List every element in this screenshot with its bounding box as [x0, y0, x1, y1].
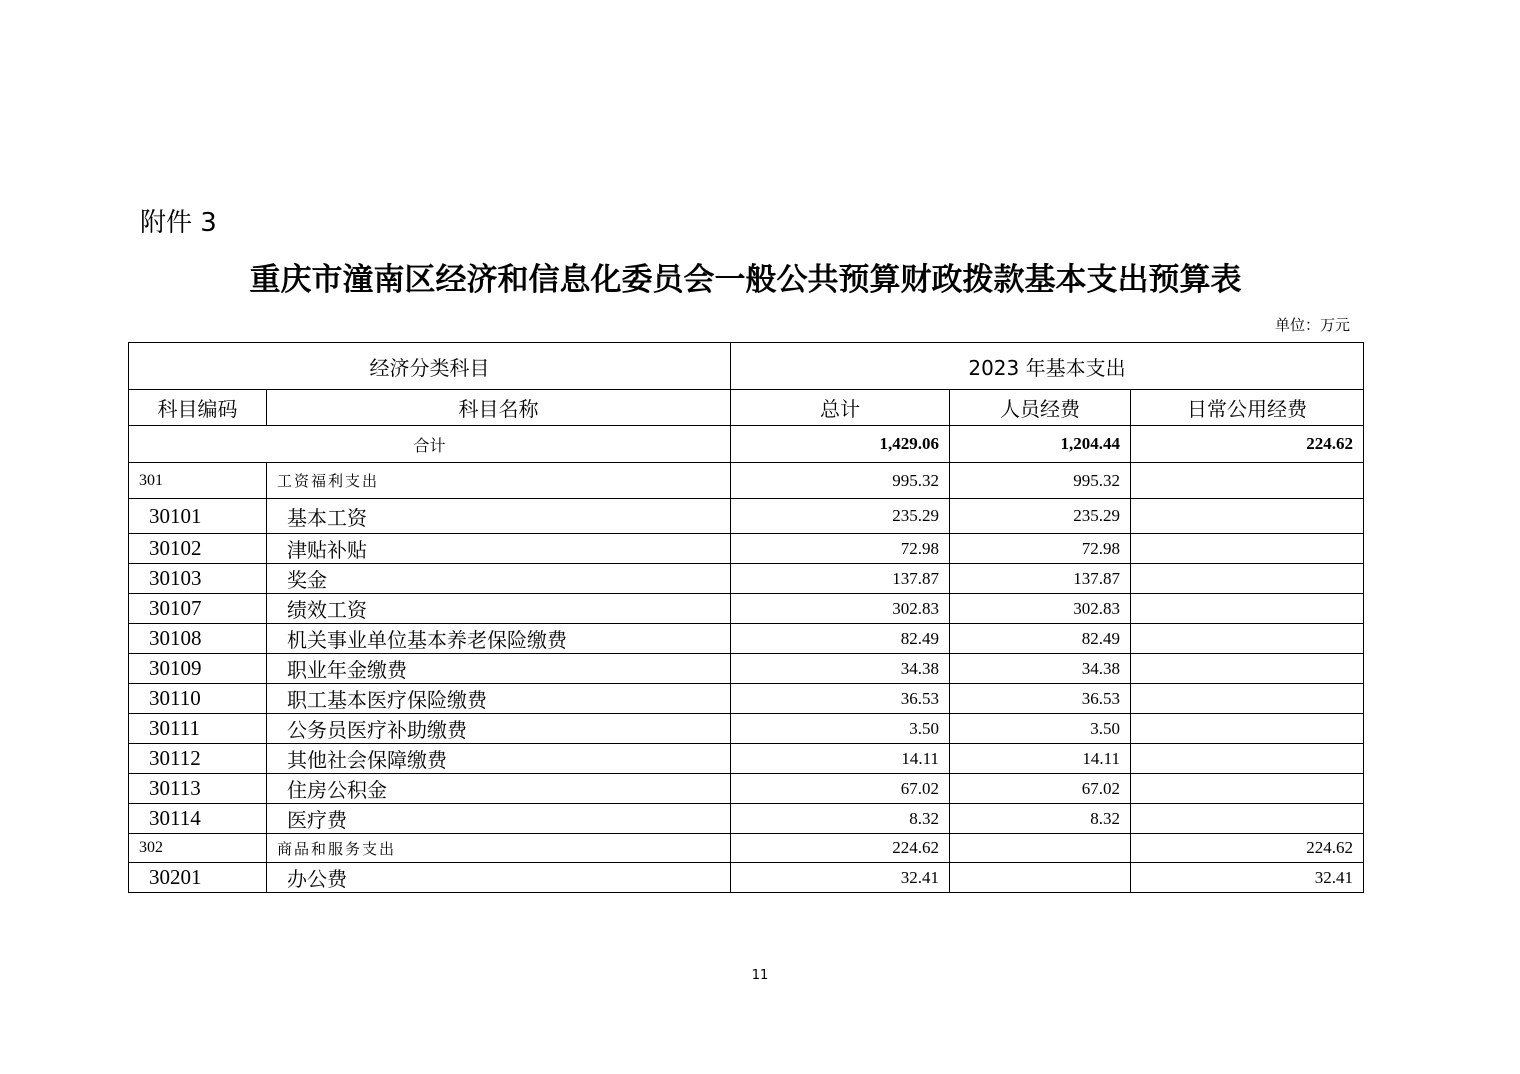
row-code: 30108 — [129, 624, 267, 654]
header-row-group — [129, 343, 1364, 390]
page-title: 重庆市潼南区经济和信息化委员会一般公共预算财政拨款基本支出预算表 — [249, 262, 1242, 298]
row-personnel: 3.50 — [950, 714, 1131, 744]
row-public — [1131, 804, 1364, 834]
row-personnel: 137.87 — [950, 564, 1131, 594]
row-personnel: 235.29 — [950, 499, 1131, 534]
row-personnel: 8.32 — [950, 804, 1131, 834]
row-public — [1131, 499, 1364, 534]
row-total: 67.02 — [731, 774, 950, 804]
row-public — [1131, 654, 1364, 684]
row-name: 职工基本医疗保险缴费 — [267, 684, 731, 714]
row-name: 基本工资 — [267, 499, 731, 534]
row-name: 医疗费 — [267, 804, 731, 834]
page-number: 11 — [751, 968, 769, 983]
header-economic-class: 经济分类科目 — [129, 343, 731, 390]
row-public: 32.41 — [1131, 863, 1364, 893]
attachment-label: 附件 3 — [140, 208, 217, 238]
row-code: 30109 — [129, 654, 267, 684]
table-row — [129, 654, 1364, 684]
row-name: 公务员医疗补助缴费 — [267, 714, 731, 744]
row-total: 137.87 — [731, 564, 950, 594]
row-public — [1131, 744, 1364, 774]
row-total: 8.32 — [731, 804, 950, 834]
table-row — [129, 534, 1364, 564]
table-row — [129, 714, 1364, 744]
row-name: 津贴补贴 — [267, 534, 731, 564]
header-code: 科目编码 — [129, 390, 267, 426]
table-row — [129, 594, 1364, 624]
totals-label: 合计 — [129, 426, 731, 463]
row-code: 30107 — [129, 594, 267, 624]
budget-table — [128, 342, 1364, 893]
row-total: 302.83 — [731, 594, 950, 624]
table-row — [129, 804, 1364, 834]
row-public — [1131, 774, 1364, 804]
row-code: 30112 — [129, 744, 267, 774]
row-name: 办公费 — [267, 863, 731, 893]
row-public — [1131, 534, 1364, 564]
table-row — [129, 499, 1364, 534]
row-code: 30111 — [129, 714, 267, 744]
table-row — [129, 863, 1364, 893]
row-public — [1131, 624, 1364, 654]
table-row — [129, 463, 1364, 499]
row-public — [1131, 684, 1364, 714]
row-total: 82.49 — [731, 624, 950, 654]
row-public — [1131, 714, 1364, 744]
row-code: 30102 — [129, 534, 267, 564]
row-total: 32.41 — [731, 863, 950, 893]
row-code: 302 — [129, 834, 267, 863]
header-basic-expenditure: 2023 年基本支出 — [731, 343, 1364, 390]
row-personnel: 34.38 — [950, 654, 1131, 684]
row-code: 301 — [129, 463, 267, 499]
row-personnel: 82.49 — [950, 624, 1131, 654]
header-name: 科目名称 — [267, 390, 731, 426]
row-public — [1131, 594, 1364, 624]
totals-public: 224.62 — [1131, 426, 1364, 463]
table-row — [129, 774, 1364, 804]
row-code: 30114 — [129, 804, 267, 834]
row-public — [1131, 564, 1364, 594]
row-code: 30201 — [129, 863, 267, 893]
row-total: 224.62 — [731, 834, 950, 863]
row-personnel: 67.02 — [950, 774, 1131, 804]
row-total: 235.29 — [731, 499, 950, 534]
row-name: 商品和服务支出 — [267, 834, 731, 863]
row-code: 30113 — [129, 774, 267, 804]
row-total: 72.98 — [731, 534, 950, 564]
row-personnel: 302.83 — [950, 594, 1131, 624]
unit-label: 单位：万元 — [1274, 316, 1350, 334]
row-code: 30103 — [129, 564, 267, 594]
row-public — [1131, 463, 1364, 499]
row-total: 34.38 — [731, 654, 950, 684]
row-code: 30101 — [129, 499, 267, 534]
totals-row — [129, 426, 1364, 463]
row-name: 职业年金缴费 — [267, 654, 731, 684]
row-code: 30110 — [129, 684, 267, 714]
row-name: 奖金 — [267, 564, 731, 594]
row-name: 绩效工资 — [267, 594, 731, 624]
header-total: 总计 — [731, 390, 950, 426]
row-name: 机关事业单位基本养老保险缴费 — [267, 624, 731, 654]
header-personnel: 人员经费 — [950, 390, 1131, 426]
row-personnel — [950, 834, 1131, 863]
row-total: 995.32 — [731, 463, 950, 499]
table-row — [129, 684, 1364, 714]
row-personnel: 14.11 — [950, 744, 1131, 774]
row-personnel: 995.32 — [950, 463, 1131, 499]
table-row — [129, 744, 1364, 774]
row-personnel — [950, 863, 1131, 893]
row-public: 224.62 — [1131, 834, 1364, 863]
totals-personnel: 1,204.44 — [950, 426, 1131, 463]
row-personnel: 72.98 — [950, 534, 1131, 564]
table-row — [129, 564, 1364, 594]
row-total: 36.53 — [731, 684, 950, 714]
row-total: 14.11 — [731, 744, 950, 774]
row-total: 3.50 — [731, 714, 950, 744]
row-name: 工资福利支出 — [267, 463, 731, 499]
table-row — [129, 624, 1364, 654]
header-public: 日常公用经费 — [1131, 390, 1364, 426]
row-name: 其他社会保障缴费 — [267, 744, 731, 774]
header-row-columns — [129, 390, 1364, 426]
row-name: 住房公积金 — [267, 774, 731, 804]
table-row — [129, 834, 1364, 863]
row-personnel: 36.53 — [950, 684, 1131, 714]
totals-total: 1,429.06 — [731, 426, 950, 463]
